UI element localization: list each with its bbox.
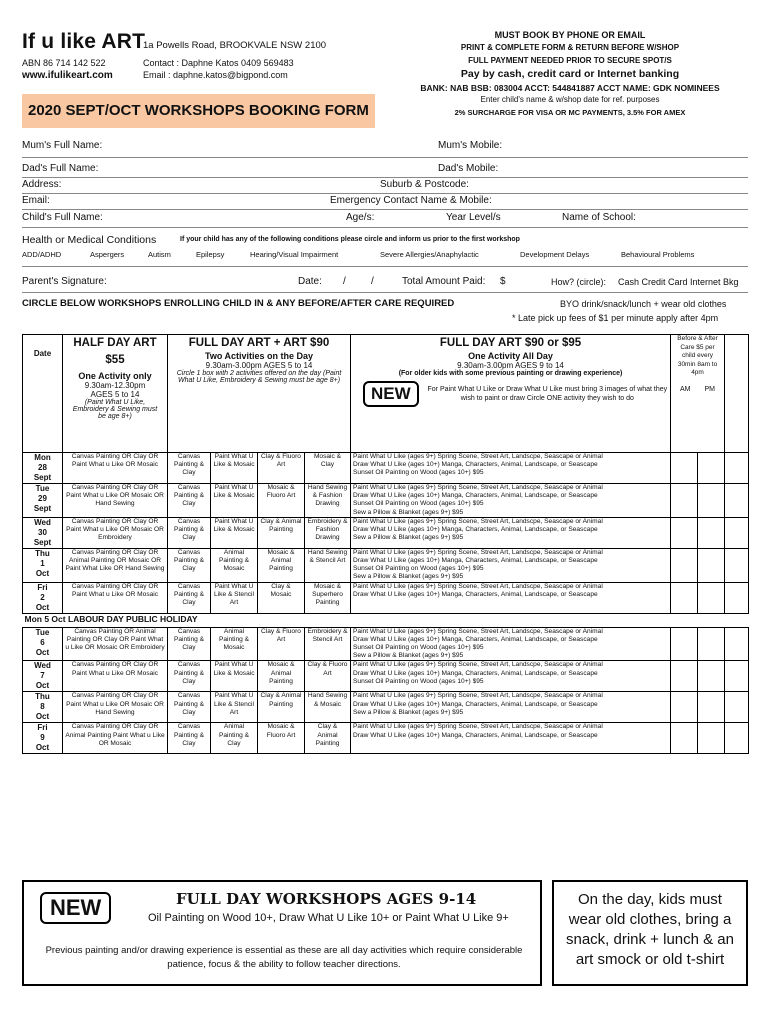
full-day-option[interactable]: Clay & Animal Painting [258, 517, 305, 548]
one-activity-option[interactable]: Paint What U Like (ages 9+) Spring Scene, Street Art, Landscpe, Seascape or Animal [353, 548, 603, 556]
extra-cell [725, 692, 749, 723]
full-day-option[interactable]: Canvas Painting & Clay [168, 548, 211, 582]
date-part: 8 [40, 702, 45, 712]
full-day-option[interactable]: Clay & Fluoro Art [258, 453, 305, 484]
holiday-row [23, 613, 749, 627]
footer-promo [22, 880, 542, 986]
date-cell [23, 582, 63, 613]
abn: ABN 86 714 142 522 [22, 58, 106, 68]
mum-name-label[interactable]: Mum's Full Name: [22, 140, 103, 151]
date-part: Oct [35, 712, 50, 722]
full-day-option[interactable]: Clay & Animal Painting [258, 692, 305, 723]
full-day-option[interactable]: Hand Sewing & Fashion Drawing [305, 484, 351, 518]
date-part: Oct [35, 602, 50, 612]
am-care-checkbox[interactable] [671, 582, 698, 613]
extra-cell [725, 627, 749, 661]
signature-label[interactable]: Parent's Signature: [22, 276, 107, 287]
divider [22, 209, 748, 210]
one-activity-option[interactable]: Draw What U Like (ages 10+) Manga, Characters, Animal, Landscape, or Seascape [353, 557, 598, 565]
footer-title: FULL DAY WORKSHOPS AGES 9-14 [176, 890, 477, 908]
condition-option[interactable]: ADD/ADHD [22, 250, 62, 259]
date-cell [23, 453, 63, 484]
pm-label: PM [704, 385, 716, 393]
full-day-option[interactable]: Mosaic & Superhero Painting [305, 582, 351, 613]
how-paid-label: How? (circle): [551, 277, 607, 287]
one-activity-option[interactable]: Draw What U Like (ages 10+) Manga, Characters, Animal, Landscape, or Seascape [353, 669, 598, 677]
date-part: Oct [35, 681, 50, 691]
half-day-option[interactable]: Canvas Painting OR Clay OR Paint What u Like OR Mosaic OR Hand Sewing [63, 692, 168, 723]
pm-care-checkbox[interactable] [698, 484, 725, 518]
one-activity-options [351, 692, 671, 723]
booking-info-line: Pay by cash, credit card or Internet banking [460, 68, 680, 80]
condition-option[interactable]: Behavioural Problems [621, 250, 695, 259]
age-label[interactable]: Age/s: [346, 212, 375, 223]
table-row [23, 548, 749, 582]
dad-name-label[interactable]: Dad's Full Name: [22, 163, 99, 174]
half-day-option[interactable]: Canvas Painting OR Clay OR Paint What u Like OR Mosaic [63, 582, 168, 613]
condition-option[interactable]: Epilepsy [196, 250, 225, 259]
half-day-header: HALF DAY ART $55 One Activity only 9.30am-12.30pm AGES 5 to 14 (Paint What U Like, Embroidery & Sewing must be age 8+) [63, 335, 168, 453]
pm-care-checkbox[interactable] [698, 661, 725, 692]
date-cell [23, 548, 63, 582]
full-day-option[interactable]: Canvas Painting & Clay [168, 453, 211, 484]
one-activity-option[interactable]: Draw What U Like (ages 10+) Manga, Characters, Animal, Landscape, or Seascape [353, 526, 598, 534]
full-day-option[interactable]: Canvas Painting & Clay [168, 692, 211, 723]
divider [22, 227, 748, 228]
child-name-label[interactable]: Child's Full Name: [22, 212, 103, 223]
date-part: Thu [35, 692, 50, 702]
full-day-option[interactable]: Embroidery & Stencil Art [305, 627, 351, 661]
one-activity-option[interactable]: Sew a Pillow & Blanket (ages 9+) $95 [353, 652, 464, 660]
one-activity-option[interactable]: Sunset Oil Painting on Wood (ages 10+) $95 [353, 677, 484, 685]
one-activity-option[interactable]: Paint What U Like (ages 9+) Spring Scene, Street Art, Landscpe, Seascape or Animal [353, 453, 603, 460]
date-cell [23, 692, 63, 723]
date-cell [23, 661, 63, 692]
table-row [23, 627, 749, 661]
date-part: Fri [37, 582, 48, 592]
full-day-option[interactable]: Paint What U Like & Mosaic [211, 484, 258, 518]
logo: If u like ART [22, 30, 146, 53]
am-care-checkbox[interactable] [671, 517, 698, 548]
health-label: Health or Medical Conditions [22, 234, 157, 246]
date-part: 9 [40, 733, 45, 743]
extra-cell [725, 661, 749, 692]
table-row [23, 582, 749, 613]
table-row [23, 661, 749, 692]
full-day-one-header: FULL DAY ART $90 or $95 One Activity All Day 9.30am-3.00pm AGES 9 to 14 (For older kids with some previous painting or drawing experience) NEW For Paint What U Like or Draw What U Like must bring 3 images of what they wish to paint or draw Circle ONE activity they wish to do [351, 335, 671, 453]
one-activity-option[interactable]: Paint What U Like (ages 9+) Spring Scene, Street Art, Landscpe, Seascape or Animal [353, 723, 603, 731]
workshop-rows-sept [23, 453, 749, 614]
half-day-option[interactable]: Canvas Painting OR Clay OR Paint What u Like OR Mosaic [63, 453, 168, 484]
total-label[interactable]: Total Amount Paid: [402, 276, 486, 287]
dad-mobile-label[interactable]: Dad's Mobile: [438, 163, 499, 174]
am-care-checkbox[interactable] [671, 453, 698, 484]
date-part: Tue [35, 484, 50, 493]
one-activity-desc: For Paint What U Like or Draw What U Like must bring 3 images of what they wish to paint or draw Circle ONE activity they wish to do [427, 386, 668, 402]
date-label[interactable]: Date: [298, 276, 322, 287]
date-part: 2 [40, 592, 45, 602]
year-level-label[interactable]: Year Level/s [446, 212, 501, 223]
full-day-option[interactable]: Clay & Mosaic [258, 582, 305, 613]
date-separator: / [371, 276, 374, 287]
extra-cell [725, 484, 749, 518]
full-day-option[interactable]: Clay & Fluoro Art [258, 627, 305, 661]
half-day-option[interactable]: Canvas Painting OR Clay OR Animal Painting OR Mosaic OR Paint What Like OR Hand Sewing [63, 548, 168, 582]
one-activity-option[interactable]: Paint What U Like (ages 9+) Spring Scene, Street Art, Landscpe, Seascape or Animal [353, 582, 603, 590]
condition-option[interactable]: Autism [148, 250, 171, 259]
full-day-option[interactable]: Paint What U Like & Mosaic [211, 453, 258, 484]
half-day-option[interactable]: Canvas Painting OR Clay OR Paint What u Like OR Mosaic OR Hand Sewing [63, 484, 168, 518]
payment-options[interactable]: Cash Credit Card Internet Bkg [618, 277, 739, 287]
half-day-option[interactable]: Canvas Painting OR Clay OR Animal Painting Paint What u Like OR Mosaic [63, 723, 168, 754]
email-label[interactable]: Email: [22, 195, 50, 206]
late-fee-note: * Late pick up fees of $1 per minute apply after 4pm [512, 313, 719, 323]
full-day-option[interactable]: Mosaic & Clay [305, 453, 351, 484]
full-day-option[interactable]: Hand Sewing & Mosaic [305, 692, 351, 723]
care-header: Before & After Care $5 per child every 30min 8am to 4pm AM PM [671, 335, 725, 453]
date-part: Wed [34, 661, 51, 671]
full-day-option[interactable]: Hand Sewing & Stencil Art [305, 548, 351, 582]
one-activity-option[interactable]: Sew a Pillow & Blanket (ages 9+) $95 [353, 508, 464, 516]
full-day-option[interactable]: Canvas Painting & Clay [168, 517, 211, 548]
date-part: 30 [38, 527, 47, 537]
divider [22, 193, 748, 194]
surcharge-note: 2% SURCHARGE FOR VISA OR MC PAYMENTS, 3.5% FOR AMEX [454, 108, 686, 117]
one-activity-option[interactable]: Paint What U Like (ages 9+) Spring Scene, Street Art, Landscpe, Seascape or Animal [353, 484, 603, 491]
full-day-option[interactable]: Paint What U Like & Mosaic [211, 517, 258, 548]
table-row [23, 692, 749, 723]
table-row [23, 484, 749, 518]
one-activity-option[interactable]: Paint What U Like (ages 9+) Spring Scene, Street Art, Landscpe, Seascape or Animal [353, 517, 603, 525]
am-care-checkbox[interactable] [671, 661, 698, 692]
extra-cell [725, 517, 749, 548]
full-day-option[interactable]: Canvas Painting & Clay [168, 484, 211, 518]
booking-info-line: Enter child's name & w/shop date for ref. purposes [480, 95, 660, 104]
one-activity-option[interactable]: Paint What U Like (ages 9+) Spring Scene, Street Art, Landscpe, Seascape or Animal [353, 627, 603, 635]
divider [22, 177, 748, 178]
date-part: Fri [37, 723, 48, 733]
one-activity-option[interactable]: Draw What U Like (ages 10+) Manga, Characters, Animal, Landscape, or Seascape [353, 700, 598, 708]
date-part: Sept [33, 537, 52, 547]
workshop-rows-oct [23, 627, 749, 754]
day-instructions: On the day, kids must wear old clothes, bring a snack, drink + lunch & an art smock or old t-shirt [552, 880, 748, 986]
half-day-option[interactable]: Canvas Painting OR Animal Painting OR Clay OR Paint What u Like OR Mosaic OR Embroidery [63, 627, 168, 661]
one-activity-option[interactable]: Sunset Oil Painting on Wood (ages 10+) $95 [353, 469, 484, 477]
one-activity-options [351, 723, 671, 754]
divider [22, 292, 748, 293]
currency-symbol: $ [500, 276, 506, 287]
emergency-contact-label[interactable]: Emergency Contact Name & Mobile: [330, 195, 492, 206]
pm-care-checkbox[interactable] [698, 627, 725, 661]
extra-cell [725, 453, 749, 484]
full-day-option[interactable]: Clay & Fluoro Art [305, 661, 351, 692]
date-cell [23, 723, 63, 754]
full-day-option[interactable]: Mosaic & Fluoro Art [258, 484, 305, 518]
byo-note: BYO drink/snack/lunch + wear old clothes [560, 299, 727, 309]
booking-info-line: MUST BOOK BY PHONE OR EMAIL [494, 30, 646, 40]
date-part: 7 [40, 671, 45, 681]
mum-mobile-label[interactable]: Mum's Mobile: [438, 140, 503, 151]
full-day-option[interactable]: Canvas Painting & Clay [168, 582, 211, 613]
health-note: If your child has any of the following conditions please circle and inform us prior to the first workshop [180, 236, 520, 243]
circle-instructions: CIRCLE BELOW WORKSHOPS ENROLLING CHILD IN & ANY BEFORE/AFTER CARE REQUIRED [22, 298, 455, 309]
one-activity-options [351, 582, 671, 613]
new-badge: NEW [40, 892, 111, 924]
half-day-option[interactable]: Canvas Painting OR Clay OR Paint What u Like OR Mosaic OR Embroidery [63, 517, 168, 548]
full-day-option[interactable]: Animal Painting & Mosaic [211, 548, 258, 582]
full-day-option[interactable]: Paint What U Like & Stencil Art [211, 692, 258, 723]
one-activity-option[interactable]: Sew a Pillow & Blanket (ages 9+) $95 [353, 534, 464, 542]
condition-option[interactable]: Aspergers [90, 250, 125, 259]
address-label[interactable]: Address: [22, 179, 62, 190]
condition-option[interactable]: Hearing/Visual Impairment [250, 250, 339, 259]
pm-care-checkbox[interactable] [698, 517, 725, 548]
full-day-option[interactable]: Mosaic & Animal Painting [258, 661, 305, 692]
suburb-label[interactable]: Suburb & Postcode: [380, 179, 469, 190]
one-activity-option[interactable]: Draw What U Like (ages 10+) Manga, Characters, Animal, Landscape, or Seascape [353, 492, 598, 500]
one-activity-options [351, 548, 671, 582]
date-cell [23, 517, 63, 548]
am-label: AM [680, 385, 691, 393]
form-title: 2020 SEPT/OCT WORKSHOPS BOOKING FORM [22, 94, 375, 128]
date-part: Sept [33, 473, 52, 482]
date-part: 29 [38, 494, 47, 503]
full-day-option[interactable]: Canvas Painting & Clay [168, 723, 211, 754]
pm-care-checkbox[interactable] [698, 723, 725, 754]
one-activity-options [351, 453, 671, 484]
half-day-option[interactable]: Canvas Painting OR Clay OR Paint What u Like OR Mosaic [63, 661, 168, 692]
holiday-note: Mon 5 Oct LABOUR DAY PUBLIC HOLIDAY [23, 613, 749, 627]
workshop-table [22, 334, 749, 754]
pm-care-checkbox[interactable] [698, 582, 725, 613]
am-care-checkbox[interactable] [671, 723, 698, 754]
full-day-option[interactable]: Mosaic & Fluoro Art [258, 723, 305, 754]
date-cell [23, 484, 63, 518]
one-activity-options [351, 627, 671, 661]
one-activity-option[interactable]: Draw What U Like (ages 10+) Manga, Characters, Animal, Landscape, or Seascape [353, 635, 598, 643]
one-activity-option[interactable]: Draw What U Like (ages 10+) Manga, Characters, Animal, Landscape, or Seascape [353, 461, 598, 469]
date-part: Mon [34, 453, 51, 462]
extra-cell [725, 548, 749, 582]
one-activity-option[interactable]: Sew a Pillow & Blanket (ages 9+) $95 [353, 573, 464, 581]
full-day-option[interactable]: Clay & Animal Painting [305, 723, 351, 754]
table-row [23, 453, 749, 484]
date-part: Wed [34, 517, 51, 527]
date-part: 28 [38, 463, 47, 472]
extra-cell [725, 582, 749, 613]
one-activity-option[interactable]: Paint What U Like (ages 9+) Spring Scene, Street Art, Landscpe, Seascape or Animal [353, 661, 603, 669]
new-badge: NEW [363, 381, 419, 407]
one-activity-option[interactable]: Sunset Oil Painting on Wood (ages 10+) $95 [353, 644, 484, 652]
full-day-option[interactable]: Paint What U Like & Stencil Art [211, 582, 258, 613]
am-care-checkbox[interactable] [671, 548, 698, 582]
date-part: Thu [35, 548, 50, 558]
am-care-checkbox[interactable] [671, 692, 698, 723]
table-row [23, 517, 749, 548]
full-day-option[interactable]: Animal Painting & Mosaic [211, 627, 258, 661]
booking-info-line: PRINT & COMPLETE FORM & RETURN BEFORE W/SHOP [460, 43, 680, 52]
divider [22, 157, 748, 158]
full-day-option[interactable]: Embroidery & Fashion Drawing [305, 517, 351, 548]
booking-info-line: FULL PAYMENT NEEDED PRIOR TO SECURE SPOT/S [468, 56, 672, 65]
divider [22, 266, 748, 267]
full-day-option[interactable]: Mosaic & Animal Painting [258, 548, 305, 582]
contact-phone: Contact : Daphne Katos 0409 569483 [143, 58, 294, 68]
date-part: Oct [35, 743, 50, 753]
full-day-option[interactable]: Animal Painting & Clay [211, 723, 258, 754]
one-activity-options [351, 661, 671, 692]
full-day-option[interactable]: Canvas Painting & Clay [168, 627, 211, 661]
one-activity-options [351, 484, 671, 518]
one-activity-option[interactable]: Sunset Oil Painting on Wood (ages 10+) $95 [353, 565, 484, 573]
website-link[interactable]: www.ifulikeart.com [22, 70, 113, 81]
am-care-checkbox[interactable] [671, 627, 698, 661]
date-part: 6 [40, 637, 45, 647]
full-day-option[interactable]: Paint What U Like & Mosaic [211, 661, 258, 692]
condition-option[interactable]: Severe Allergies/Anaphylactic [380, 250, 479, 259]
footer-note: Previous painting and/or drawing experience is essential as these are all day activities which require considerable patience, focus & the ability to follow teacher directions. [45, 945, 523, 970]
one-activity-option[interactable]: Sew a Pillow & Blanket (ages 9+) $95 [353, 708, 464, 716]
school-label[interactable]: Name of School: [562, 212, 636, 223]
table-row [23, 723, 749, 754]
pm-care-checkbox[interactable] [698, 692, 725, 723]
contact-email[interactable]: Email : daphne.katos@bigpond.com [143, 70, 288, 80]
date-column-header: Date [23, 335, 63, 453]
am-care-checkbox[interactable] [671, 484, 698, 518]
date-part: Sept [33, 504, 52, 513]
pm-care-checkbox[interactable] [698, 453, 725, 484]
full-day-option[interactable]: Canvas Painting & Clay [168, 661, 211, 692]
bank-details: BANK: NAB BSB: 083004 ACCT: 544841887 ACCT NAME: GDK NOMINEES [420, 83, 720, 93]
date-cell [23, 627, 63, 661]
one-activity-option[interactable]: Paint What U Like (ages 9+) Spring Scene, Street Art, Landscpe, Seascape or Animal [353, 692, 603, 700]
full-day-two-header: FULL DAY ART + ART $90 Two Activities on the Day 9.30am-3.00pm AGES 5 to 14 Circle 1 box with 2 activities offered on the day (Paint What U Like, Embroidery & Sewing must be age 8+) [168, 335, 351, 453]
pm-care-checkbox[interactable] [698, 548, 725, 582]
one-activity-option[interactable]: Draw What U Like (ages 10+) Manga, Characters, Animal, Landscape, or Seascape [353, 590, 598, 598]
one-activity-option[interactable]: Sunset Oil Painting on Wood (ages 10+) $95 [353, 500, 484, 508]
one-activity-option[interactable]: Draw What U Like (ages 10+) Manga, Characters, Animal, Landscape, or Seascape [353, 731, 598, 739]
date-part: 1 [40, 558, 45, 568]
extra-cell [725, 723, 749, 754]
business-address: 1a Powells Road, BROOKVALE NSW 2100 [143, 40, 327, 51]
date-separator: / [343, 276, 346, 287]
date-part: Oct [35, 647, 50, 657]
booking-info [390, 30, 750, 117]
extra-column-header [725, 335, 749, 453]
one-activity-options [351, 517, 671, 548]
condition-option[interactable]: Development Delays [520, 250, 590, 259]
date-part: Tue [35, 627, 50, 637]
date-part: Oct [35, 568, 50, 578]
footer-subtitle: Oil Painting on Wood 10+, Draw What U Like 10+ or Paint What U Like 9+ [148, 912, 509, 924]
